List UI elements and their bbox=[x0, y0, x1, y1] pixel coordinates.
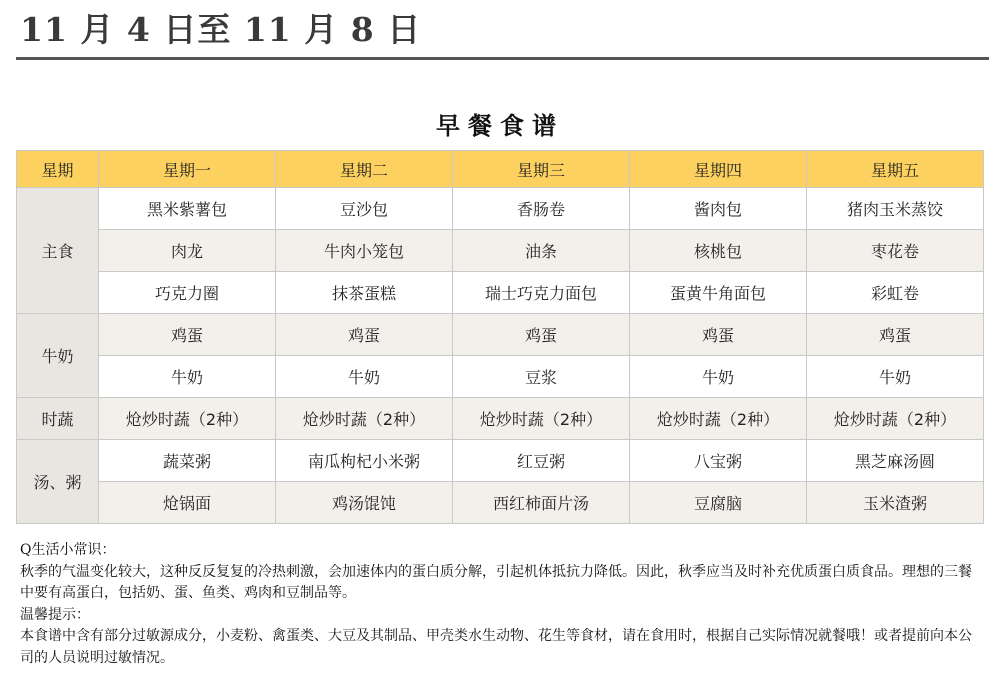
menu-cell: 巧克力圈 bbox=[99, 272, 276, 314]
menu-cell: 炝锅面 bbox=[99, 482, 276, 524]
title-divider bbox=[16, 57, 989, 60]
menu-cell: 炝炒时蔬（2种） bbox=[630, 398, 807, 440]
menu-cell: 炝炒时蔬（2种） bbox=[807, 398, 984, 440]
menu-cell: 猪肉玉米蒸饺 bbox=[807, 188, 984, 230]
menu-cell: 豆浆 bbox=[453, 356, 630, 398]
menu-cell: 牛奶 bbox=[630, 356, 807, 398]
menu-cell: 牛奶 bbox=[276, 356, 453, 398]
menu-cell: 牛奶 bbox=[807, 356, 984, 398]
menu-cell: 油条 bbox=[453, 230, 630, 272]
category-cell: 汤、粥 bbox=[17, 440, 99, 524]
menu-cell: 黑芝麻汤圆 bbox=[807, 440, 984, 482]
menu-cell: 鸡蛋 bbox=[807, 314, 984, 356]
table-row bbox=[17, 356, 984, 398]
menu-cell: 酱肉包 bbox=[630, 188, 807, 230]
tips-body: 秋季的气温变化较大，这种反反复复的冷热刺激，会加速体内的蛋白质分解，引起机体抵抗力降低。因此，秋季应当及时补充优质蛋白质食品。理想的三餐中要有高蛋白，包括奶、蛋、鱼类、鸡肉和豆制品等。 bbox=[20, 563, 972, 601]
header-day: 星期二 bbox=[276, 151, 453, 188]
menu-cell: 鸡蛋 bbox=[453, 314, 630, 356]
menu-cell: 豆腐脑 bbox=[630, 482, 807, 524]
table-row bbox=[17, 230, 984, 272]
table-row bbox=[17, 482, 984, 524]
menu-cell: 鸡汤馄饨 bbox=[276, 482, 453, 524]
header-day: 星期四 bbox=[630, 151, 807, 188]
header-day: 星期三 bbox=[453, 151, 630, 188]
menu-cell: 瑞士巧克力面包 bbox=[453, 272, 630, 314]
notes-section bbox=[20, 540, 985, 669]
table-row bbox=[17, 440, 984, 482]
menu-cell: 红豆粥 bbox=[453, 440, 630, 482]
menu-cell: 牛奶 bbox=[99, 356, 276, 398]
header-corner: 星期 bbox=[17, 151, 99, 188]
menu-cell: 炝炒时蔬（2种） bbox=[453, 398, 630, 440]
breakfast-menu-table bbox=[16, 150, 984, 524]
menu-heading: 早餐食谱 bbox=[436, 111, 564, 140]
menu-cell: 枣花卷 bbox=[807, 230, 984, 272]
category-cell: 牛奶 bbox=[17, 314, 99, 398]
menu-cell: 香肠卷 bbox=[453, 188, 630, 230]
header-day: 星期一 bbox=[99, 151, 276, 188]
menu-cell: 抹茶蛋糕 bbox=[276, 272, 453, 314]
menu-cell: 蛋黄牛角面包 bbox=[630, 272, 807, 314]
menu-cell: 黑米紫薯包 bbox=[99, 188, 276, 230]
menu-cell: 彩虹卷 bbox=[807, 272, 984, 314]
menu-cell: 牛肉小笼包 bbox=[276, 230, 453, 272]
table-row bbox=[17, 314, 984, 356]
category-cell: 时蔬 bbox=[17, 398, 99, 440]
reminder-body: 本食谱中含有部分过敏源成分，小麦粉、禽蛋类、大豆及其制品、甲壳类水生动物、花生等食材，请在食用时，根据自己实际情况就餐哦！或者提前向本公司的人员说明过敏情况。 bbox=[20, 628, 972, 666]
page-title: 11 月 4 日至 11 月 8 日 bbox=[20, 10, 422, 49]
table-row bbox=[17, 272, 984, 314]
menu-cell: 南瓜枸杞小米粥 bbox=[276, 440, 453, 482]
menu-cell: 肉龙 bbox=[99, 230, 276, 272]
category-cell: 主食 bbox=[17, 188, 99, 314]
header-day: 星期五 bbox=[807, 151, 984, 188]
menu-cell: 蔬菜粥 bbox=[99, 440, 276, 482]
menu-cell: 炝炒时蔬（2种） bbox=[99, 398, 276, 440]
menu-cell: 豆沙包 bbox=[276, 188, 453, 230]
table-row bbox=[17, 188, 984, 230]
menu-cell: 玉米渣粥 bbox=[807, 482, 984, 524]
menu-cell: 核桃包 bbox=[630, 230, 807, 272]
menu-cell: 鸡蛋 bbox=[630, 314, 807, 356]
table-row bbox=[17, 398, 984, 440]
reminder-heading: 温馨提示： bbox=[20, 606, 90, 623]
menu-cell: 炝炒时蔬（2种） bbox=[276, 398, 453, 440]
menu-cell: 西红柿面片汤 bbox=[453, 482, 630, 524]
menu-cell: 鸡蛋 bbox=[276, 314, 453, 356]
menu-cell: 鸡蛋 bbox=[99, 314, 276, 356]
table-header-row bbox=[17, 151, 984, 188]
tips-heading: Q生活小常识： bbox=[20, 542, 116, 558]
menu-cell: 八宝粥 bbox=[630, 440, 807, 482]
